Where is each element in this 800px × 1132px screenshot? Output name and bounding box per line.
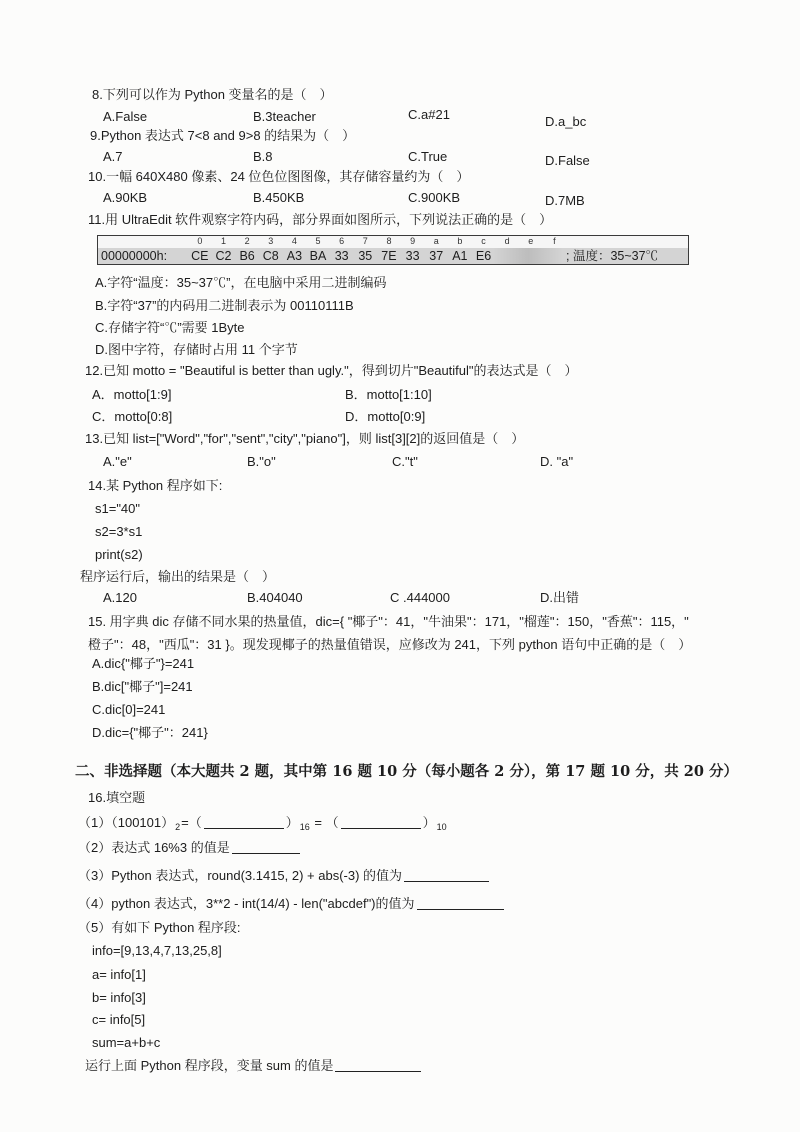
q16-code-line: info=[9,13,4,7,13,25,8] xyxy=(92,943,222,958)
q16-code-line: a= info[1] xyxy=(92,967,146,982)
answer-blank xyxy=(232,841,300,854)
hex-byte: A3 xyxy=(286,249,303,263)
q14-option-a: A.120 xyxy=(103,590,137,605)
hex-column-label: d xyxy=(504,236,510,246)
hex-column-label: e xyxy=(528,236,534,246)
hex-text-preview: ; 温度：35~37℃ xyxy=(566,249,659,263)
q14-stem: 14.某 Python 程序如下: xyxy=(88,478,223,493)
section-heading: 二、非选择题（本大题共 2 题，其中第 16 题 10 分（每小题各 2 分），第 17 题 10 分，共 20 分） xyxy=(75,763,738,780)
q14-option-d: D.出错 xyxy=(540,590,580,605)
q15-stem-line-1: 15. 用字典 dic 存储不同水果的热量值，dic={ "椰子"：41，"牛油果"：171，"榴莲"：150，"香蕉"：115，" xyxy=(88,614,689,629)
hex-column-label: 5 xyxy=(315,236,321,246)
hex-column-label: 8 xyxy=(386,236,392,246)
q15-stem-line-2: 橙子"：48，"西瓜"：31 }。现发现椰子的热量值错误，应修改为 241，下列 python 语句中正确的是（ ） xyxy=(88,637,692,652)
q16-part-1 xyxy=(78,815,448,831)
hex-byte: C2 xyxy=(215,249,232,263)
q9-stem: 9.Python 表达式 7<8 and 9>8 的结果为（ ） xyxy=(90,128,356,143)
base-subscript: 10 xyxy=(436,822,447,832)
q15-option-b: B.dic["椰子"]=241 xyxy=(92,679,193,694)
hex-column-label: b xyxy=(457,236,463,246)
answer-blank xyxy=(404,869,489,882)
q10-option-a: A.90KB xyxy=(103,190,148,205)
q8-option-b: B.3teacher xyxy=(253,109,316,124)
hex-byte: 37 xyxy=(429,249,444,263)
hex-column-label: 3 xyxy=(268,236,274,246)
q16-code-line: c= info[5] xyxy=(92,1012,146,1027)
q13-option-d: D. "a" xyxy=(540,454,574,469)
q15-option-a: A.dic{"椰子"}=241 xyxy=(92,656,195,671)
q14-code-line: s1="40" xyxy=(95,501,141,516)
hex-column-label: 4 xyxy=(291,236,297,246)
q16-part-5-question xyxy=(85,1058,423,1074)
q9-option-c: C.True xyxy=(408,149,448,164)
hex-address: 00000000h: xyxy=(101,249,168,263)
hex-data-row xyxy=(98,248,688,264)
answer-blank xyxy=(341,816,421,829)
q16-title: 16.填空题 xyxy=(88,790,146,805)
answer-blank xyxy=(417,897,504,910)
q10-option-b: B.450KB xyxy=(253,190,305,205)
hex-byte: 7E xyxy=(381,249,397,263)
q14-option-c: C .444000 xyxy=(390,590,450,605)
close-paren: ） xyxy=(285,815,299,830)
answer-blank xyxy=(335,1059,421,1072)
hex-column-label: 2 xyxy=(244,236,250,246)
q13-option-b: B."o" xyxy=(247,454,276,469)
q14-option-b: B.404040 xyxy=(247,590,303,605)
hex-byte: BA xyxy=(309,249,327,263)
q11-option-c: C.存储字符“℃”需要 1Byte xyxy=(95,320,245,335)
q16-part-3-text: （3）Python 表达式，round(3.1415, 2) + abs(-3) 的值为 xyxy=(78,868,403,883)
q12-option-a: A．motto[1:9] xyxy=(92,387,172,402)
q10-option-d: D.7MB xyxy=(545,193,585,208)
q16-code-line: b= info[3] xyxy=(92,990,146,1005)
q16-part-4-text: （4）python 表达式，3**2 - int(14/4) - len("abcdef")的值为 xyxy=(78,896,415,911)
base-subscript: 2 xyxy=(175,822,181,832)
q8-option-d: D.a_bc xyxy=(545,114,587,129)
q16-part-2-text: （2）表达式 16%3 的值是 xyxy=(78,840,230,855)
hex-bytes xyxy=(188,248,495,264)
q8-stem: 8.下列可以作为 Python 变量名的是（ ） xyxy=(92,87,333,102)
hex-column-label: 0 xyxy=(197,236,203,246)
q16-part-1-label: （1）（100101） xyxy=(78,815,175,830)
q12-option-b: B．motto[1:10] xyxy=(345,387,432,402)
hex-byte: A1 xyxy=(452,249,468,263)
q16-code-line: sum=a+b+c xyxy=(92,1035,161,1050)
close-paren: ） xyxy=(422,815,436,830)
q14-question: 程序运行后，输出的结果是（ ） xyxy=(80,569,276,584)
q9-option-b: B.8 xyxy=(253,149,273,164)
hex-byte: 33 xyxy=(405,249,420,263)
q8-option-a: A.False xyxy=(103,109,148,124)
q9-option-d: D.False xyxy=(545,153,590,168)
q15-option-d: D.dic={"椰子"：241} xyxy=(92,725,208,740)
hex-byte: CE xyxy=(191,249,209,263)
hex-column-header xyxy=(188,236,566,247)
hex-byte: B6 xyxy=(239,249,255,263)
equals-open: = （ xyxy=(310,815,339,830)
q10-option-c: C.900KB xyxy=(408,190,461,205)
q11-option-d: D.图中字符，存储时占用 11 个字节 xyxy=(95,342,298,357)
q13-stem: 13.已知 list=["Word","for","sent","city","piano"]，则 list[3][2]的返回值是（ ） xyxy=(85,431,525,446)
q16-part-3 xyxy=(78,868,491,884)
hex-byte: E6 xyxy=(475,249,492,263)
hex-column-label: f xyxy=(553,236,556,246)
q13-option-a: A."e" xyxy=(103,454,132,469)
q12-stem: 12.已知 motto = "Beautiful is better than ugly."，得到切片"Beautiful"的表达式是（ ） xyxy=(85,363,578,378)
q14-code-line: s2=3*s1 xyxy=(95,524,143,539)
hex-column-label: 9 xyxy=(410,236,416,246)
hex-column-label: c xyxy=(481,236,486,246)
hex-column-label: a xyxy=(433,236,439,246)
q14-code-line: print(s2) xyxy=(95,547,143,562)
ultraedit-hex-view xyxy=(97,235,689,265)
answer-blank xyxy=(204,816,284,829)
hex-column-label: 1 xyxy=(220,236,226,246)
q16-part-4 xyxy=(78,896,506,912)
hex-byte: C8 xyxy=(262,249,279,263)
q8-option-c: C.a#21 xyxy=(408,107,450,122)
scan-smudge xyxy=(493,248,563,264)
q11-option-b: B.字符“37”的内码用二进制表示为 00110111B xyxy=(95,298,354,313)
q13-option-c: C."t" xyxy=(392,454,418,469)
q12-option-d: D．motto[0:9] xyxy=(345,409,426,424)
q9-option-a: A.7 xyxy=(103,149,123,164)
hex-column-label: 6 xyxy=(339,236,345,246)
base-subscript: 16 xyxy=(299,822,310,832)
q10-stem: 10.一幅 640X480 像素、24 位色位图图像，其存储容量约为（ ） xyxy=(88,169,470,184)
q11-option-a: A.字符“温度：35~37℃”，在电脑中采用二进制编码 xyxy=(95,275,387,290)
hex-byte: 35 xyxy=(358,249,373,263)
hex-column-label: 7 xyxy=(362,236,368,246)
q16-part-5: （5）有如下 Python 程序段: xyxy=(78,920,241,935)
q11-stem: 11.用 UltraEdit 软件观察字符内码，部分界面如图所示，下列说法正确的是（ ） xyxy=(88,212,553,227)
q12-option-c: C．motto[0:8] xyxy=(92,409,173,424)
q16-part-5-question-text: 运行上面 Python 程序段，变量 sum 的值是 xyxy=(85,1058,334,1073)
equals-open: =（ xyxy=(181,815,202,830)
q16-part-2 xyxy=(78,840,302,856)
hex-byte: 33 xyxy=(334,249,349,263)
q15-option-c: C.dic[0]=241 xyxy=(92,702,166,717)
